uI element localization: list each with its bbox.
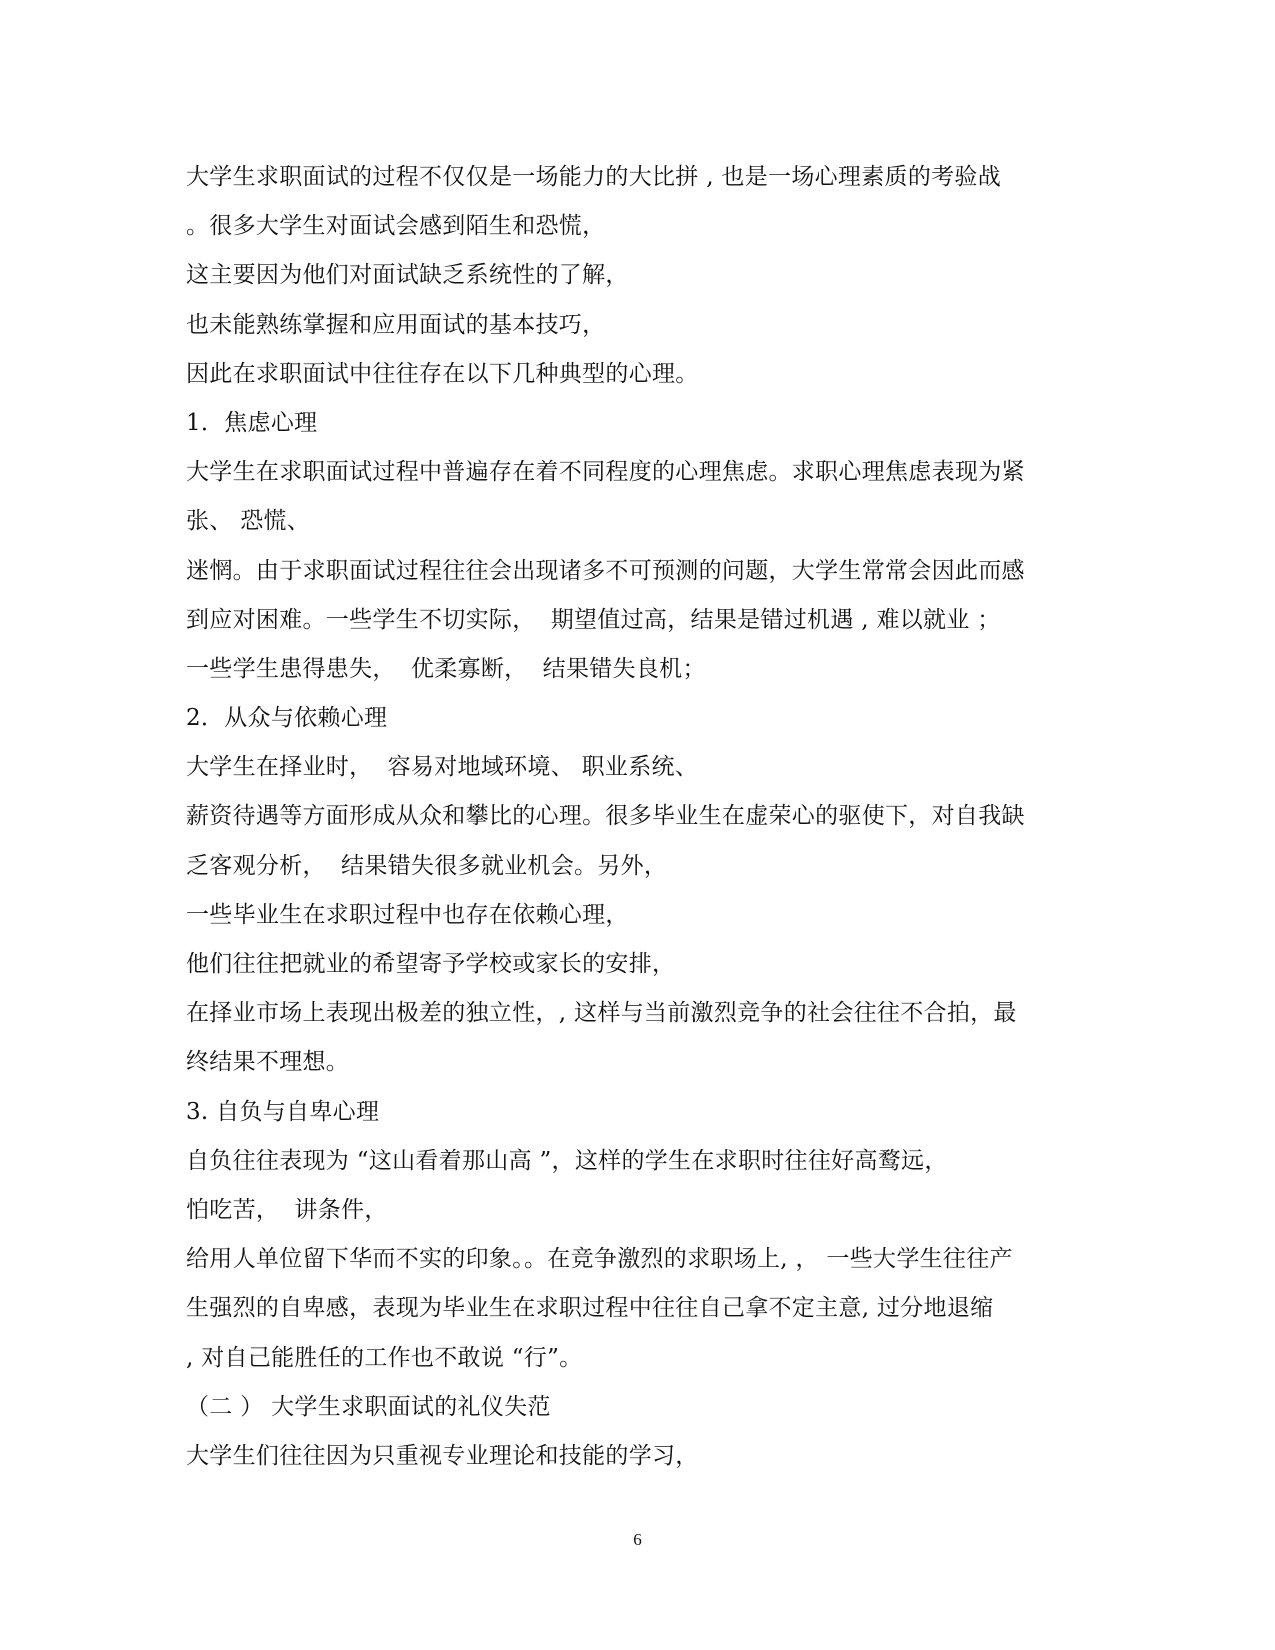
- text-line: 因此在求职面试中往往存在以下几种典型的心理。: [186, 360, 699, 387]
- text-line: 生强烈的自卑感，表现为毕业生在求职过程中往往自己拿不定主意, 过分地退缩: [186, 1295, 994, 1322]
- text-line: 薪资待遇等方面形成从众和攀比的心理。很多毕业生在虚荣心的驱使下，对自我缺: [186, 803, 1025, 830]
- text-line: 。很多大学生对面试会感到陌生和恐慌，: [186, 213, 606, 240]
- text-line: 也未能熟练掌握和应用面试的基本技巧，: [186, 311, 606, 338]
- text-line: 到应对困难。一些学生不切实际， 期望值过高，结果是错过机遇 , 难以就业 ；: [186, 606, 1001, 633]
- text-line: , 对自己能胜任的工作也不敢说 “行”。: [186, 1344, 583, 1371]
- body-text: [186, 153, 1086, 1481]
- text-line: 给用人单位留下华而不实的印象。。在竞争激烈的求职场上, ， 一些大学生往往产: [186, 1246, 1013, 1273]
- text-line: 大学生们往往因为只重视专业理论和技能的学习，: [186, 1442, 699, 1469]
- section-heading: 1．焦虑心理: [186, 409, 318, 436]
- text-line: 他们往往把就业的希望寄予学校或家长的安排，: [186, 951, 676, 977]
- section-heading: 3. 自负与自卑心理: [186, 1098, 380, 1125]
- page-number: 6: [633, 1530, 642, 1549]
- text-line: 乏客观分析， 结果错失很多就业机会。另外，: [186, 852, 668, 879]
- text-line: 大学生求职面试的过程不仅仅是一场能力的大比拼 , 也是一场心理素质的考验战: [186, 164, 1002, 190]
- section-heading: （二 ） 大学生求职面试的礼仪失范: [186, 1393, 551, 1420]
- text-line: 一些学生患得患失， 优柔寡断， 结果错失良机；: [186, 655, 706, 682]
- text-line: 大学生在求职面试过程中普遍存在着不同程度的心理焦虑。求职心理焦虑表现为紧: [186, 459, 1025, 486]
- text-line: 大学生在择业时， 容易对地域环境、 职业系统、: [186, 754, 699, 781]
- text-line: 怕吃苦， 讲条件，: [186, 1196, 388, 1223]
- text-line: 自负往往表现为 “这山看着那山高 ”，这样的学生在求职时往往好高鹜远，: [186, 1147, 948, 1174]
- text-line: 在择业市场上表现出极差的独立性，, 这样与当前激烈竞争的社会往往不合拍，最: [186, 1000, 1017, 1027]
- text-line: 终结果不理想。: [186, 1049, 350, 1076]
- text-line: 一些毕业生在求职过程中也存在依赖心理，: [186, 901, 629, 928]
- text-line: 这主要因为他们对面试缺乏系统性的了解，: [186, 262, 629, 289]
- section-heading: 2．从众与依赖心理: [186, 705, 388, 732]
- text-line: 迷惘。由于求职面试过程往往会出现诸多不可预测的问题，大学生常常会因此而感: [186, 557, 1025, 584]
- text-line: 张、 恐慌、: [186, 508, 311, 535]
